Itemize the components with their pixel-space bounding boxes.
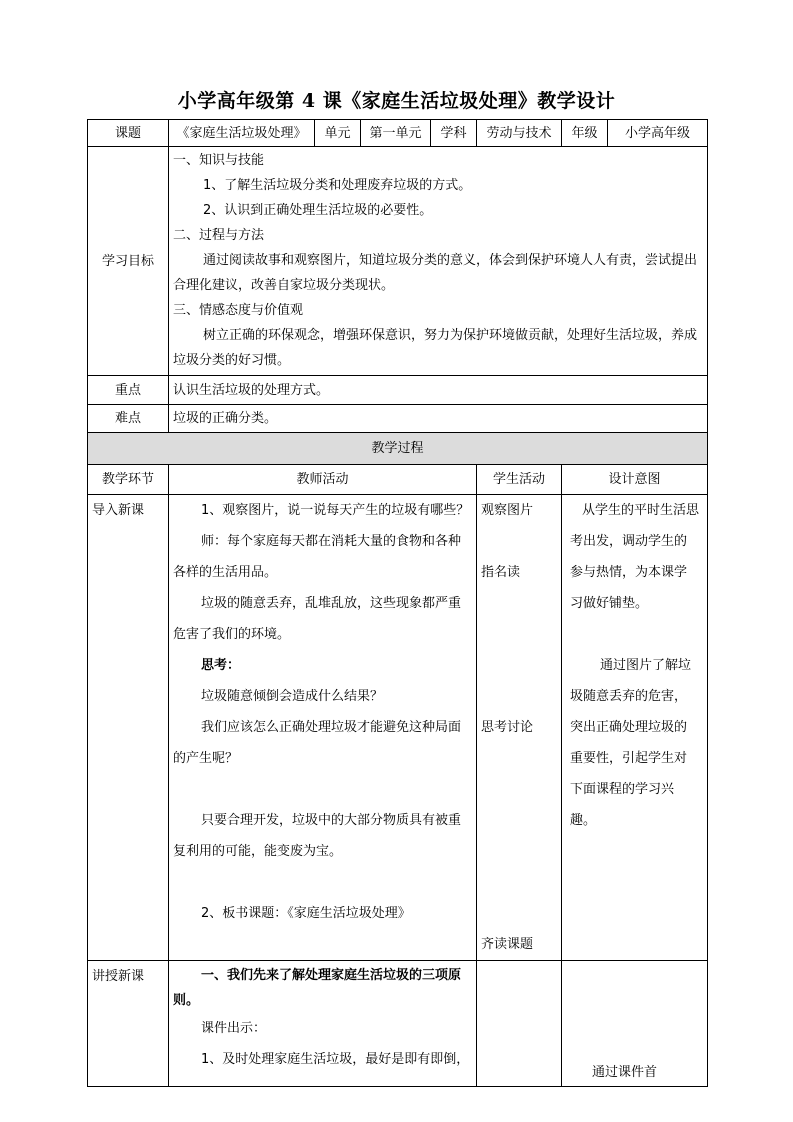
intro-student	[477, 495, 562, 961]
intro-teacher-line-5: 垃圾随意倾倒会造成什么结果？	[201, 689, 384, 704]
process-band-row	[88, 433, 708, 465]
lecture-design: 通过课件首	[562, 961, 708, 1087]
process-band: 教学过程	[88, 433, 708, 465]
difficulty-label: 难点	[88, 405, 169, 433]
col-stage-header: 教学环节	[88, 465, 169, 495]
course-label: 课题	[88, 120, 169, 147]
lecture-teacher-line-1: 一、我们先来了解处理家庭生活垃圾的三项原则。	[173, 968, 462, 1008]
objective-section-2-title: 二、过程与方法	[173, 228, 265, 243]
key-point-row	[88, 376, 708, 405]
objectives-label: 学习目标	[88, 147, 169, 376]
col-teacher-header: 教师活动	[169, 465, 477, 495]
key-point-value: 认识生活垃圾的处理方式。	[169, 376, 708, 405]
header-row	[88, 120, 708, 147]
intro-teacher-line-7: 只要合理开发，垃圾中的大部分物质具有被重复利用的可能，能变废为宝。	[173, 813, 462, 859]
objective-item-1: 1、了解生活垃圾分类和处理废弃垃圾的方式。	[203, 178, 472, 193]
intro-teacher-line-8: 2、板书课题：《家庭生活垃圾处理》	[201, 906, 411, 921]
subject-value: 劳动与技术	[477, 120, 562, 147]
grade-value: 小学高年级	[608, 120, 708, 147]
objectives-content	[169, 147, 708, 376]
intro-teacher-line-2: 师：每个家庭每天都在消耗大量的食物和各种各样的生活用品。	[173, 534, 462, 580]
intro-design	[562, 495, 708, 961]
intro-row	[88, 495, 708, 961]
col-design-header: 设计意图	[562, 465, 708, 495]
col-student-header: 学生活动	[477, 465, 562, 495]
intro-teacher	[169, 495, 477, 961]
process-header-row	[88, 465, 708, 495]
lecture-stage: 讲授新课	[88, 961, 169, 1087]
lecture-teacher-line-3: 1、及时处理家庭生活垃圾，最好是即有即倒，	[201, 1052, 470, 1067]
intro-teacher-line-3: 垃圾的随意丢弃，乱堆乱放，这些现象都严重危害了我们的环境。	[173, 596, 462, 642]
intro-student-4: 齐读课题	[481, 937, 534, 952]
grade-label: 年级	[562, 120, 608, 147]
difficulty-value: 垃圾的正确分类。	[169, 405, 708, 433]
lecture-student	[477, 961, 562, 1087]
lecture-teacher	[169, 961, 477, 1087]
objective-section-3-text: 树立正确的环保观念，增强环保意识，努力为保护环境做贡献，处理好生活垃圾，养成垃圾分类的好习惯。	[173, 328, 698, 368]
intro-design-2: 通过图片了解垃圾随意丢弃的危害，突出正确处理垃圾的重要性，引起学生对下面课程的学习兴趣。	[570, 658, 692, 828]
objective-item-2: 2、认识到正确处理生活垃圾的必要性。	[203, 203, 433, 218]
course-value: 《家庭生活垃圾处理》	[169, 120, 315, 147]
intro-design-1: 从学生的平时生活思考出发，调动学生的参与热情，为本课学习做好铺垫。	[570, 503, 700, 611]
difficulty-row	[88, 405, 708, 433]
subject-label: 学科	[431, 120, 477, 147]
intro-teacher-line-1: 1、观察图片，说一说每天产生的垃圾有哪些？	[201, 503, 470, 518]
objective-section-3-title: 三、情感态度与价值观	[173, 303, 304, 318]
unit-value: 第一单元	[361, 120, 431, 147]
objectives-row	[88, 147, 708, 376]
intro-teacher-line-6: 我们应该怎么正确处理垃圾才能避免这种局面的产生呢？	[173, 720, 462, 766]
lecture-teacher-line-2: 课件出示：	[201, 1021, 267, 1036]
objective-section-1-title: 一、知识与技能	[173, 153, 265, 168]
intro-stage: 导入新课	[88, 495, 169, 961]
lesson-plan-table	[87, 119, 708, 1087]
key-point-label: 重点	[88, 376, 169, 405]
objective-section-2-text: 通过阅读故事和观察图片，知道垃圾分类的意义，体会到保护环境人人有责，尝试提出合理化建议，改善自家垃圾分类现状。	[173, 253, 698, 293]
page-title: 小学高年级第 4 课《家庭生活垃圾处理》教学设计	[177, 90, 616, 112]
unit-label: 单元	[315, 120, 361, 147]
intro-student-2: 指名读	[481, 565, 521, 580]
intro-teacher-think: 思考：	[201, 658, 241, 673]
intro-student-1: 观察图片	[481, 503, 534, 518]
lecture-row	[88, 961, 708, 1087]
intro-student-3: 思考讨论	[481, 720, 534, 735]
